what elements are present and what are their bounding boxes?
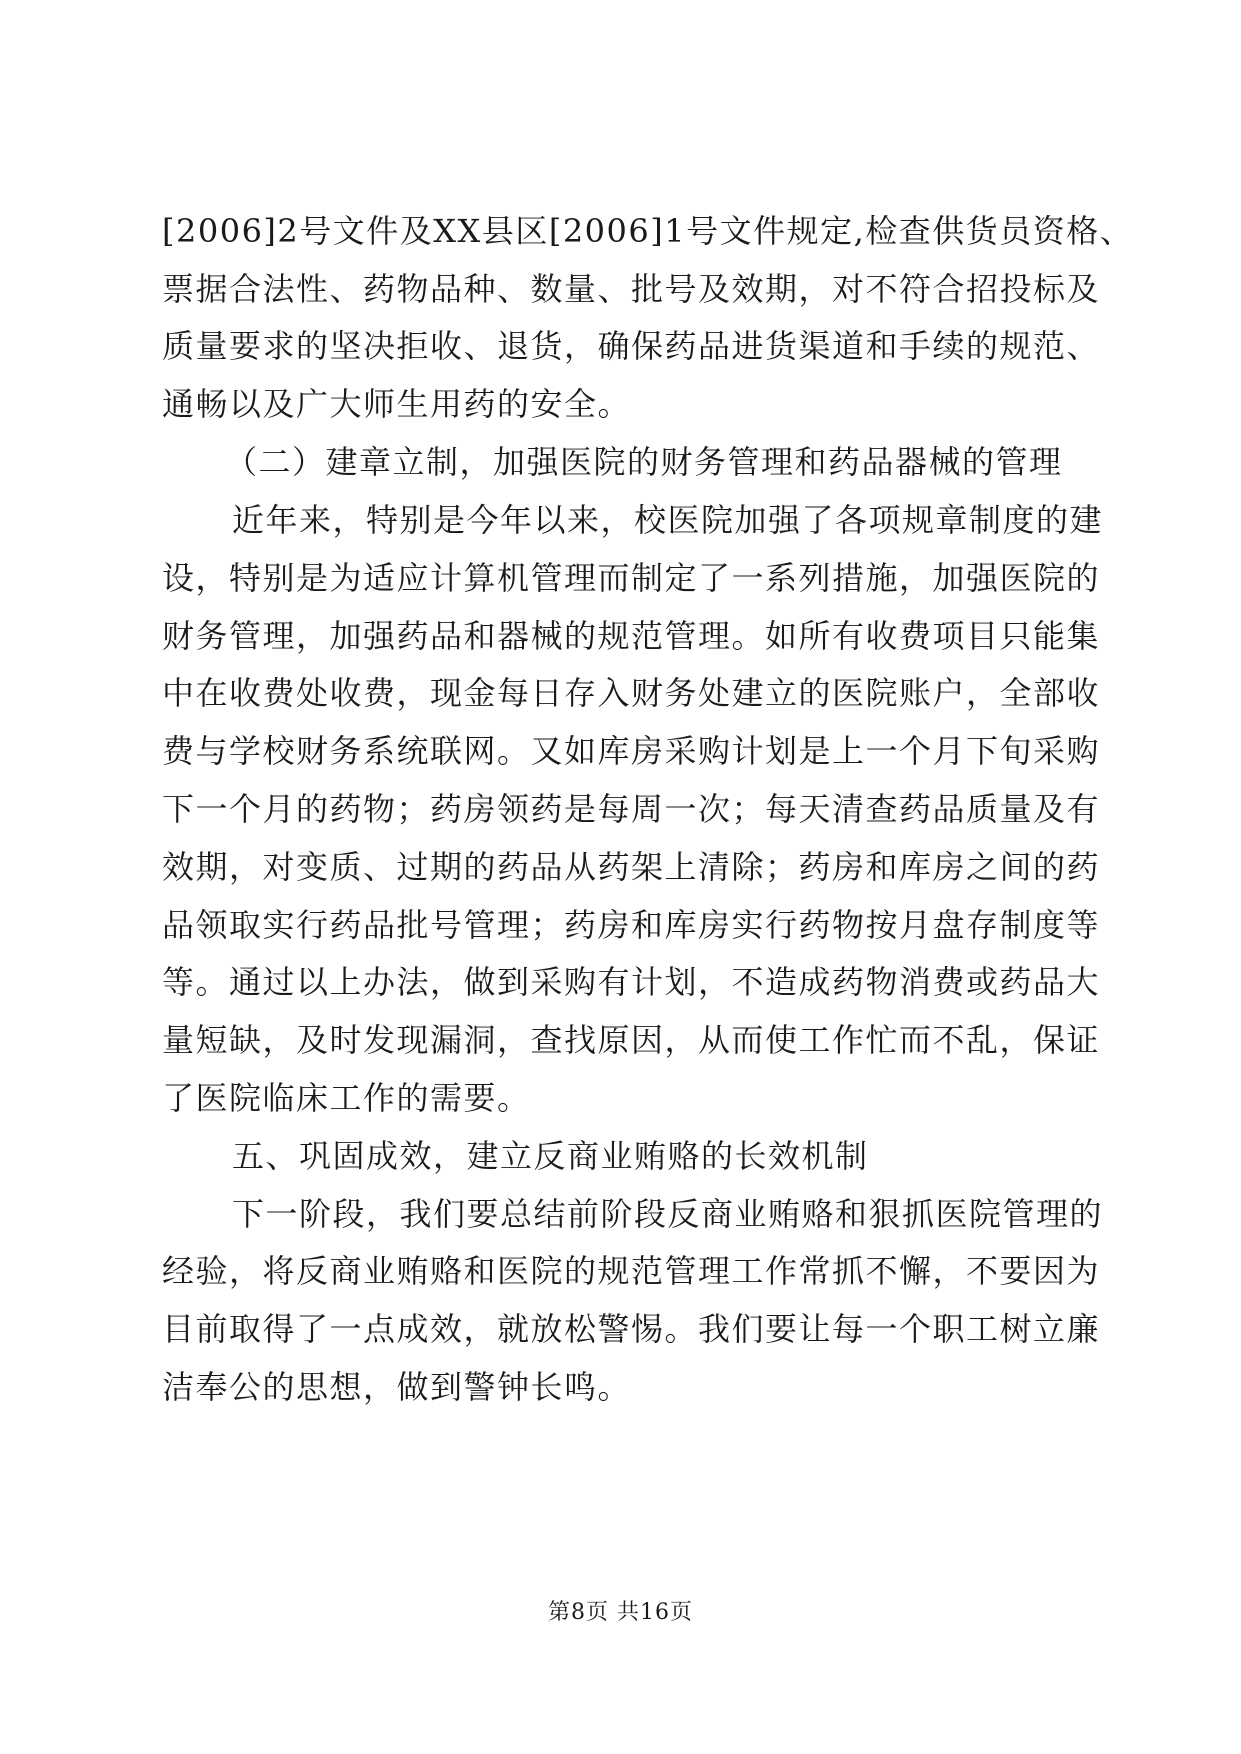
text-line: 了医院临床工作的需要。 <box>162 1079 531 1117</box>
text-line: 品领取实行药品批号管理；药房和库房实行药物按月盘存制度等 <box>162 906 1101 944</box>
text-line: 下一个月的药物；药房领药是每周一次；每天清查药品质量及有 <box>162 790 1101 828</box>
text-line: 质量要求的坚决拒收、退货，确保药品进货渠道和手续的规范、 <box>162 327 1101 365</box>
text-line: 效期，对变质、过期的药品从药架上清除；药房和库房之间的药 <box>162 848 1101 886</box>
paragraph-first-line: 下一阶段，我们要总结前阶段反商业贿赂和狠抓医院管理的 <box>232 1195 1104 1233</box>
text-line: 设，特别是为适应计算机管理而制定了一系列措施，加强医院的 <box>162 559 1101 597</box>
text-line: 量短缺，及时发现漏洞，查找原因，从而使工作忙而不乱，保证 <box>162 1021 1101 1059</box>
text-line: 目前取得了一点成效，就放松警惕。我们要让每一个职工树立廉 <box>162 1310 1101 1348</box>
paragraph-first-line: 近年来，特别是今年以来，校医院加强了各项规章制度的建 <box>232 501 1104 539</box>
page-footer: 第8页 共16页 <box>548 1600 693 1625</box>
text-line: 洁奉公的思想，做到警钟长鸣。 <box>162 1368 632 1406</box>
text-line: [2006]2号文件及XX县区[2006]1号文件规定,检查供货员资格、 <box>162 212 1134 250</box>
text-line: 通畅以及广大师生用药的安全。 <box>162 385 632 423</box>
text-line: 经验，将反商业贿赂和医院的规范管理工作常抓不懈，不要因为 <box>162 1252 1101 1290</box>
section-heading: 五、巩固成效，建立反商业贿赂的长效机制 <box>232 1137 869 1175</box>
text-line: 财务管理，加强药品和器械的规范管理。如所有收费项目只能集 <box>162 617 1101 655</box>
text-line: 中在收费处收费，现金每日存入财务处建立的医院账户，全部收 <box>162 674 1101 712</box>
text-line: 等。通过以上办法，做到采购有计划，不造成药物消费或药品大 <box>162 963 1101 1001</box>
text-line: 票据合法性、药物品种、数量、批号及效期，对不符合招投标及 <box>162 270 1101 308</box>
text-line: 费与学校财务系统联网。又如库房采购计划是上一个月下旬采购 <box>162 732 1101 770</box>
section-heading: （二）建章立制，加强医院的财务管理和药品器械的管理 <box>225 443 1063 481</box>
